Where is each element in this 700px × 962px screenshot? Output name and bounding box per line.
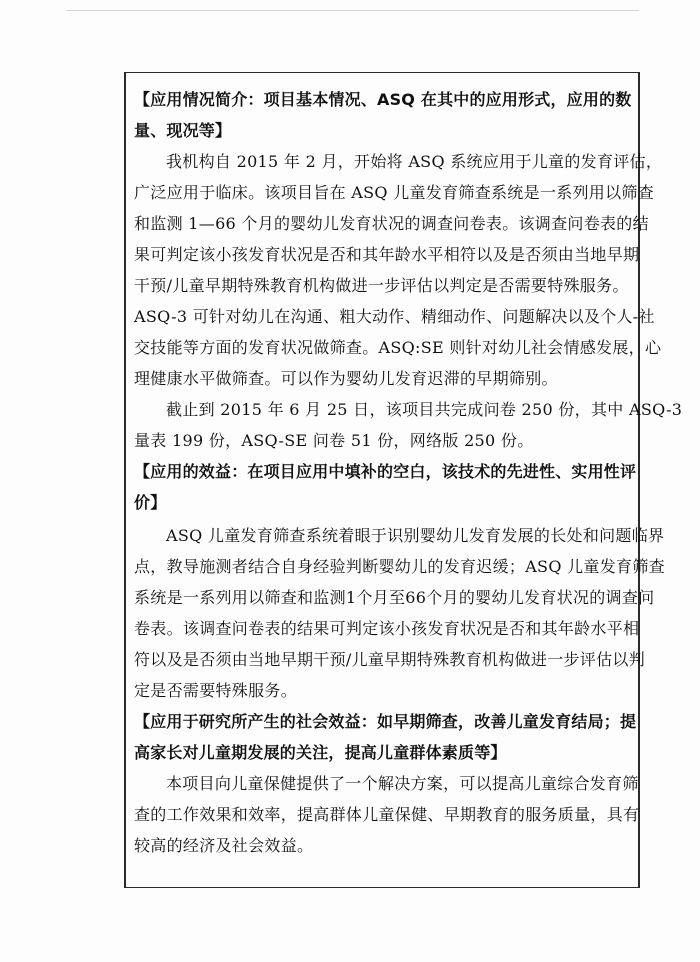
paragraph-line: 和监测 1—66 个月的婴幼儿发育状况的调查问卷表。该调查问卷表的结: [134, 214, 649, 233]
paragraph-line: 定是否需要特殊服务。: [134, 681, 298, 700]
paragraph-line: 点，教导施测者结合自身经验判断婴幼儿的发育迟缓；ASQ 儿童发育筛查: [134, 557, 665, 576]
paragraph-line: ASQ 儿童发育筛查系统着眼于识别婴幼儿发育发展的长处和问题临界: [166, 526, 665, 545]
paragraph-line: 干预/儿童早期特殊教育机构做进一步评估以判定是否需要特殊服务。: [134, 276, 629, 295]
paragraph-line: 系统是一系列用以筛查和监测1个月至66个月的婴幼儿发育状况的调查问: [134, 588, 655, 607]
section-social-benefits: [134, 706, 640, 861]
paragraph-line: 交技能等方面的发育状况做筛查。ASQ:SE 则针对幼儿社会情感发展，心: [134, 338, 662, 357]
paragraph-line: 理健康水平做筛查。可以作为婴幼儿发育迟滞的早期筛别。: [134, 369, 558, 388]
section-heading: 量、现况等】: [134, 121, 232, 140]
page-top-rule: [66, 10, 639, 11]
form-box-content: [134, 84, 683, 861]
section-application-overview: [134, 84, 683, 456]
section-heading: 【应用的效益：在项目应用中填补的空白，该技术的先进性、实用性评: [134, 462, 637, 481]
paragraph-line: 符以及是否须由当地早期干预/儿童早期特殊教育机构做进一步评估以判: [134, 650, 645, 669]
paragraph-line: 查的工作效果和效率，提高群体儿童保健、早期教育的服务质量，具有: [134, 805, 640, 824]
paragraph-line: 截止到 2015 年 6 月 25 日，该项目共完成问卷 250 份，其中 ASQ-3: [166, 400, 683, 419]
paragraph-line: ASQ-3 可针对幼儿在沟通、粗大动作、精细动作、问题解决以及个人-社: [134, 307, 655, 326]
section-heading: 【应用情况简介：项目基本情况、ASQ 在其中的应用形式，应用的数: [134, 90, 632, 109]
paragraph-line: 卷表。该调查问卷表的结果可判定该小孩发育状况是否和其年龄水平相: [134, 619, 640, 638]
section-heading: 价】: [134, 493, 167, 512]
section-heading: 【应用于研究所产生的社会效益：如早期筛查，改善儿童发育结局；提: [134, 712, 637, 731]
section-heading: 高家长对儿童期发展的关注，提高儿童群体素质等】: [134, 743, 507, 762]
section-application-benefits: [134, 456, 665, 706]
paragraph-line: 广泛应用于临床。该项目旨在 ASQ 儿童发育筛查系统是一系列用以筛查: [134, 183, 655, 202]
paragraph-line: 本项目向儿童保健提供了一个解决方案，可以提高儿童综合发育筛: [166, 774, 639, 793]
paragraph-line: 量表 199 份，ASQ-SE 问卷 51 份，网络版 250 份。: [134, 431, 534, 450]
paragraph-line: 我机构自 2015 年 2 月，开始将 ASQ 系统应用于儿童的发育评估，: [166, 152, 663, 171]
paragraph-line: 较高的经济及社会效益。: [134, 836, 314, 855]
paragraph-line: 果可判定该小孩发育状况是否和其年龄水平相符以及是否须由当地早期: [134, 245, 640, 264]
